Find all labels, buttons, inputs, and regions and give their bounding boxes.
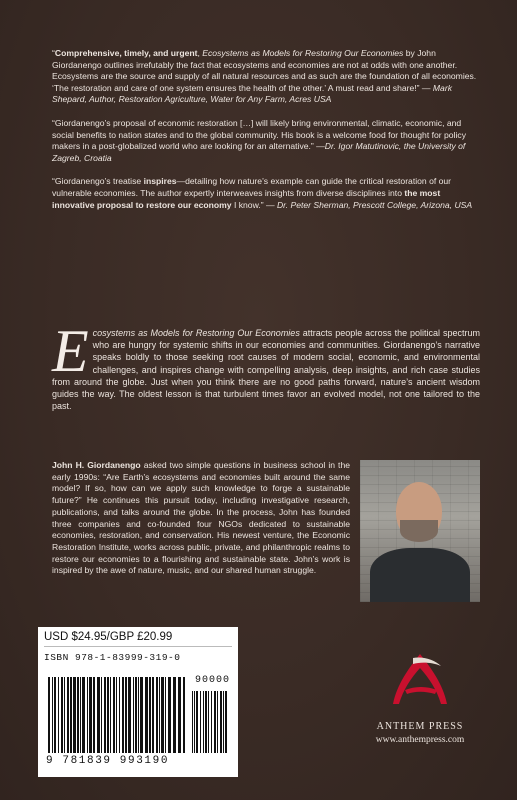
anthem-logo-icon xyxy=(385,650,455,712)
bio-text: asked two simple questions in business school in the early 1990s: “Are Earth’s ecosystems and economies built around the same model? If so, how can we apply such knowledge to forge a sustainable future?” He continues this pursuit today, including investigative research, publications, and talks around the globe. In the process, John has founded three companies and co-founded four NGOs dedicated to sustainable economies, restoration, and conservation. His newest venture, the Economic Restoration Institute, works across public, private, and philanthropic realms to restore our economies to a flourishing and sustainable state. John’s work is inspired by the awe of nature, music, and our shared human struggle. xyxy=(52,460,350,576)
blurb-text: by John Giordanengo outlines irrefutably the fact that ecosystems and economies are not at odds with one another. Ecosystems are the source and supply of all natural resources and as such are the foundation of all economies. ‘The restoration and care of one system ensures the health of the other.’ A must read and share!” — xyxy=(52,48,477,93)
book-description xyxy=(52,318,480,412)
blurb-emphasis: inspires xyxy=(143,176,177,187)
barcode-addon: 90000 xyxy=(194,675,230,686)
book-title: Ecosystems as Models for Restoring Our Economies xyxy=(202,48,404,58)
blurb-sherman xyxy=(52,176,480,211)
isbn-label: ISBN 978-1-83999-319-0 xyxy=(44,652,181,663)
drop-cap: E xyxy=(52,318,89,384)
blurb-lead: Comprehensive, timely, and urgent xyxy=(54,48,198,58)
blurb-attribution: Dr. Peter Sherman, Prescott College, Arizona, USA xyxy=(276,199,473,210)
publisher-url[interactable]: www.anthempress.com xyxy=(375,735,465,745)
book-title: cosystems as Models for Restoring Our Economies xyxy=(92,328,300,338)
barcode-panel xyxy=(38,627,238,777)
blurb-text: “Giordanengo’s treatise xyxy=(52,176,144,187)
price-label: USD $24.95/GBP £20.99 xyxy=(44,631,232,647)
publisher-block xyxy=(345,650,495,745)
barcode-number xyxy=(46,675,230,767)
barcode-digits: 9 781839 993190 xyxy=(46,755,170,767)
author-photo xyxy=(360,460,480,602)
blurb-attribution: Mark Shepard, Author, Restoration Agriculture, Water for Any Farm, Acres USA xyxy=(52,82,452,105)
blurb-attribution: Dr. Igor Matutinovic, the University of Zagreb, Croatia xyxy=(52,141,466,163)
endorsements xyxy=(52,48,480,223)
blurb-text: I know.” — xyxy=(231,199,277,210)
author-name: John H. Giordanengo xyxy=(52,460,141,470)
barcode-icon xyxy=(46,677,230,753)
description-text: attracts people across the political spectrum who are hungry for systemic shifts in our economies and communities. Giordanengo’s narrative speaks boldly to those seeking root causes of modern social, economic, and environmental challenges, and inspires change with compelling analysis, deep insights, and rich case studies from around the globe. Just when you think there are no good paths forward, nature’s ancient wisdom guides the way. The oldest lesson is that turbulent times favor an evolved model, not one tailored to the past. xyxy=(52,328,480,412)
blurb-text: —detailing how nature’s example can guide the critical restoration of our vulnerable economies. The author expertly interweaves insights from diverse disciplines into xyxy=(52,176,452,198)
blurb-emphasis: the most innovative proposal to restore our economy xyxy=(52,187,441,210)
blurb-shepard: “Comprehensive, timely, and urgent, Ecosystems as Models for Restoring Our Economies by John Giordanengo outlines irrefutably the fact that ecosystems and economies are not at odds with one another. Ecosystems are the source and supply of all natural resources and as such are the foundation of all economies. ‘The restoration and care of one system ensures the health of the other.’ A must read and share!” — Mark Shepard, Author, Restoration Agriculture, Water for Any Farm, Acres USA xyxy=(52,48,477,105)
author-bio-section xyxy=(52,460,480,606)
blurb-text: “Giordanengo’s proposal of economic restoration […] will likely bring environmental, climatic, economic, and social benefits to nation states and to the global community. His book is a welcome food for thought for policy makers in a post-globalized world who are looking for an alternative.” — xyxy=(52,117,466,152)
publisher-name: ANTHEM PRESS xyxy=(376,721,464,732)
blurb-matutinovic xyxy=(52,118,480,164)
